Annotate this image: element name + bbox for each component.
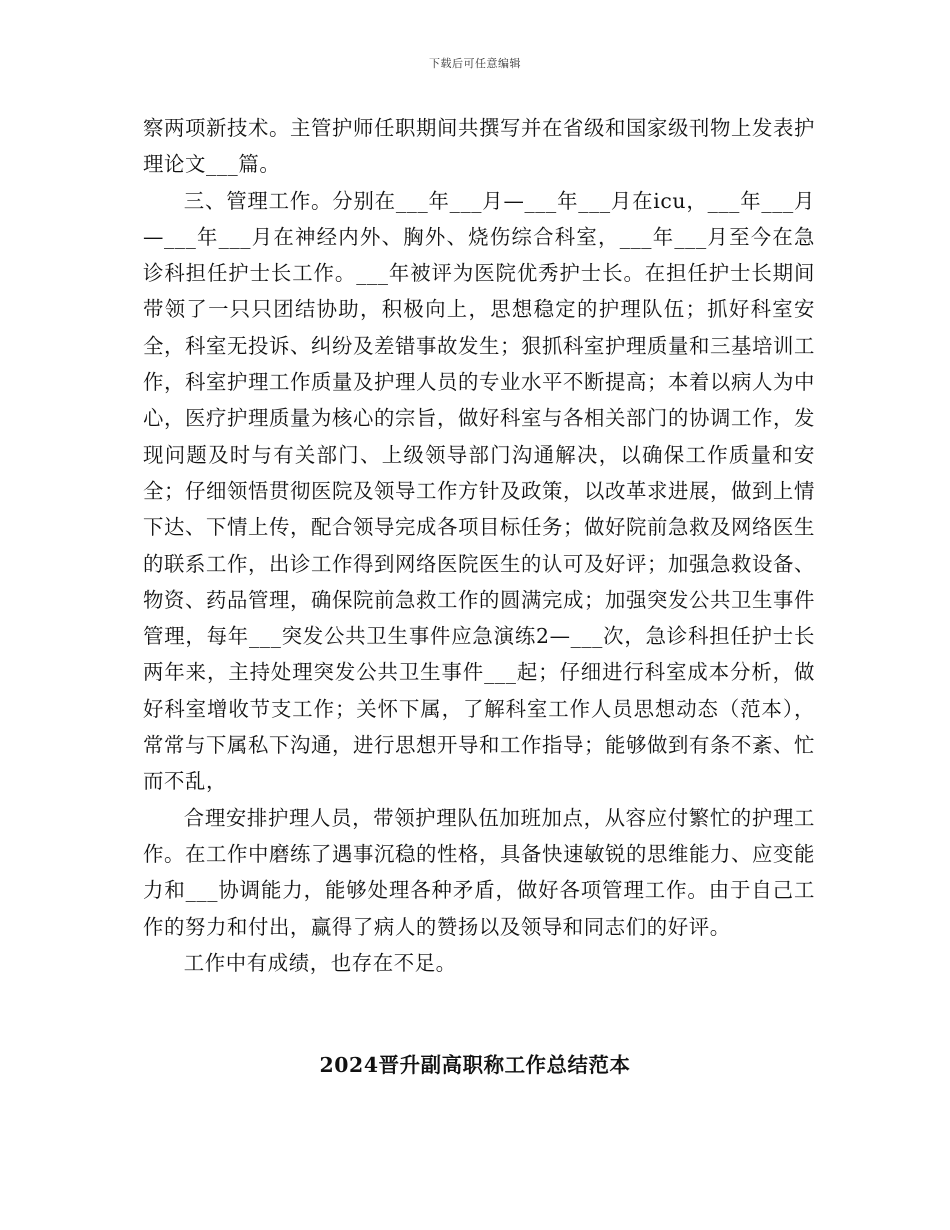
paragraph-arrangement: 合理安排护理人员，带领护理队伍加班加点，从容应付繁忙的护理工作。在工作中磨练了遇事沉稳的性格，具备快速敏锐的思维能力、应变能力和___协调能力，能够处理各种矛盾，做好各项管理工作。由于自己工作的努力和付出，赢得了病人的赞扬以及领导和同志们的好评。: [143, 805, 815, 939]
document-body: [143, 110, 815, 981]
paragraph-conclusion: 工作中有成绩，也存在不足。: [183, 950, 457, 975]
section-title: 2024晋升副高职称工作总结范本: [319, 1053, 631, 1077]
paragraph-continuation: 察两项新技术。主管护师任职期间共撰写并在省级和国家级刊物上发表护理论文___篇。: [143, 116, 815, 177]
paragraph-management-work: 三、管理工作。分别在___年___月—___年___月在icu，___年___月—___年___月在神经内外、胸外、烧伤综合科室，___年___月至今在急诊科担任护士长工作。___年被评为医院优秀护士长。在担任护士长期间带领了一只只团结协助，积极向上，思想稳定的护理队伍；抓好科室安全，科室无投诉、纠纷及差错事故发生；狠抓科室护理质量和三基培训工作，科室护理工作质量及护理人员的专业水平不断提高；本着以病人为中心，医疗护理质量为核心的宗旨，做好科室与各相关部门的协调工作，发现问题及时与有关部门、上级领导部门沟通解决，以确保工作质量和安全；仔细领悟贯彻医院及领导工作方针及政策，以改革求进展，做到上情下达、下情上传，配合领导完成各项目标任务；做好院前急救及网络医生的联系工作，出诊工作得到网络医院医生的认可及好评；加强急救设备、物资、药品管理，确保院前急救工作的圆满完成；加强突发公共卫生事件管理，每年___突发公共卫生事件应急演练2—___次，急诊科担任护士长两年来，主持处理突发公共卫生事件___起；仔细进行科室成本分析，做好科室增收节支工作；关怀下属，了解科室工作人员思想动态（范本），常常与下属私下沟通，进行思想开导和工作指导；能够做到有条不紊、忙而不乱，: [143, 188, 815, 794]
page-header: 下载后可任意编辑: [429, 57, 521, 70]
